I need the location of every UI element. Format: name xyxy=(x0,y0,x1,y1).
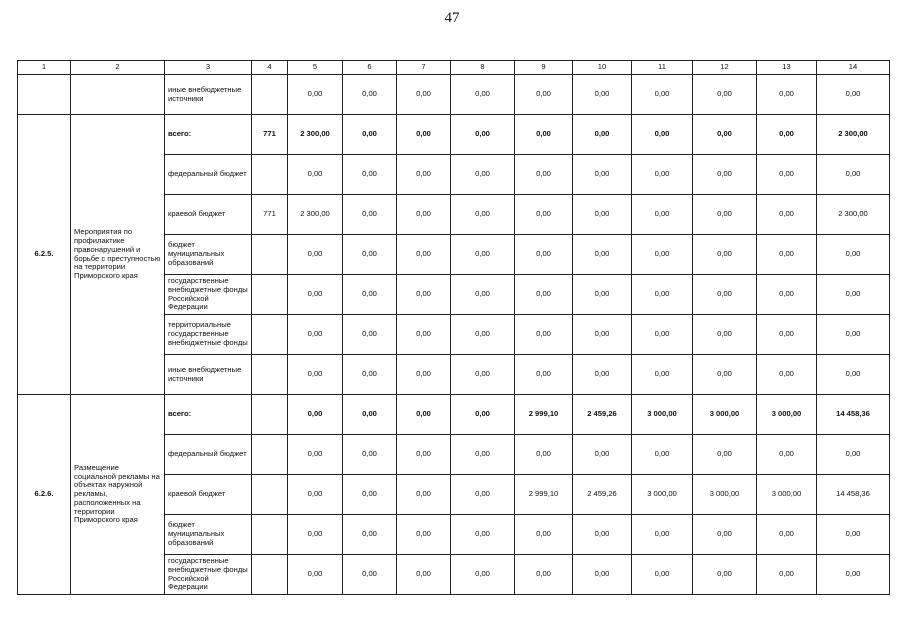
amount-cell: 0,00 xyxy=(515,555,573,595)
amount-cell: 0,00 xyxy=(515,75,573,115)
item-code xyxy=(18,75,71,115)
amount-cell: 0,00 xyxy=(451,515,515,555)
amount-cell: 0,00 xyxy=(451,355,515,395)
amount-cell: 0,00 xyxy=(817,315,890,355)
item-code: 6.2.5. xyxy=(18,115,71,395)
amount-cell: 0,00 xyxy=(288,75,343,115)
amount-cell: 0,00 xyxy=(343,555,397,595)
amount-cell: 0,00 xyxy=(397,555,451,595)
budget-code xyxy=(252,555,288,595)
item-name xyxy=(71,75,165,115)
funding-source: иные внебюджетные источники xyxy=(165,75,252,115)
amount-cell: 0,00 xyxy=(632,275,693,315)
amount-cell: 0,00 xyxy=(343,75,397,115)
funding-source: государственные внебюджетные фонды Российской Федерации xyxy=(165,555,252,595)
amount-cell: 0,00 xyxy=(397,275,451,315)
amount-cell: 3 000,00 xyxy=(693,395,757,435)
amount-cell: 0,00 xyxy=(343,475,397,515)
amount-cell: 0,00 xyxy=(515,275,573,315)
item-name: Мероприятия по профилактике правонарушений и борьбе с преступностью на территории Приморского края xyxy=(71,115,165,395)
amount-cell: 0,00 xyxy=(451,395,515,435)
amount-cell: 0,00 xyxy=(397,515,451,555)
amount-cell: 0,00 xyxy=(573,75,632,115)
header-cell: 6 xyxy=(343,61,397,75)
amount-cell: 0,00 xyxy=(573,355,632,395)
amount-cell: 0,00 xyxy=(757,115,817,155)
amount-cell: 0,00 xyxy=(288,235,343,275)
amount-cell: 0,00 xyxy=(817,155,890,195)
amount-cell: 0,00 xyxy=(343,235,397,275)
amount-cell: 0,00 xyxy=(451,315,515,355)
amount-cell: 0,00 xyxy=(573,115,632,155)
amount-cell: 0,00 xyxy=(693,195,757,235)
amount-cell: 2 300,00 xyxy=(288,195,343,235)
amount-cell: 0,00 xyxy=(451,435,515,475)
amount-cell: 0,00 xyxy=(343,195,397,235)
amount-cell: 0,00 xyxy=(757,355,817,395)
amount-cell: 0,00 xyxy=(343,435,397,475)
amount-cell: 0,00 xyxy=(757,315,817,355)
amount-cell: 0,00 xyxy=(451,275,515,315)
funding-source: бюджет муниципальных образований xyxy=(165,235,252,275)
amount-cell: 0,00 xyxy=(343,515,397,555)
funding-source: краевой бюджет xyxy=(165,195,252,235)
header-cell: 4 xyxy=(252,61,288,75)
amount-cell: 0,00 xyxy=(343,395,397,435)
amount-cell: 0,00 xyxy=(632,435,693,475)
amount-cell: 0,00 xyxy=(288,555,343,595)
amount-cell: 0,00 xyxy=(693,515,757,555)
amount-cell: 0,00 xyxy=(397,475,451,515)
amount-cell: 0,00 xyxy=(515,235,573,275)
amount-cell: 0,00 xyxy=(515,155,573,195)
amount-cell: 0,00 xyxy=(397,435,451,475)
budget-code xyxy=(252,515,288,555)
amount-cell: 0,00 xyxy=(817,515,890,555)
amount-cell: 0,00 xyxy=(451,555,515,595)
amount-cell: 14 458,36 xyxy=(817,395,890,435)
amount-cell: 0,00 xyxy=(757,435,817,475)
amount-cell: 0,00 xyxy=(288,515,343,555)
amount-cell: 0,00 xyxy=(757,515,817,555)
amount-cell: 0,00 xyxy=(632,315,693,355)
amount-cell: 0,00 xyxy=(397,355,451,395)
amount-cell: 0,00 xyxy=(288,315,343,355)
amount-cell: 2 999,10 xyxy=(515,395,573,435)
amount-cell: 0,00 xyxy=(515,515,573,555)
amount-cell: 0,00 xyxy=(757,195,817,235)
header-cell: 8 xyxy=(451,61,515,75)
amount-cell: 2 300,00 xyxy=(817,115,890,155)
amount-cell: 0,00 xyxy=(451,195,515,235)
budget-code xyxy=(252,435,288,475)
amount-cell: 0,00 xyxy=(397,75,451,115)
amount-cell: 0,00 xyxy=(515,435,573,475)
amount-cell: 0,00 xyxy=(288,435,343,475)
amount-cell: 0,00 xyxy=(451,235,515,275)
budget-code: 771 xyxy=(252,115,288,155)
funding-source: федеральный бюджет xyxy=(165,155,252,195)
amount-cell: 0,00 xyxy=(397,115,451,155)
funding-source: бюджет муниципальных образований xyxy=(165,515,252,555)
item-name: Размещение социальной рекламы на объектах наружной рекламы, расположенных на территории Приморского края xyxy=(71,395,165,595)
amount-cell: 0,00 xyxy=(288,395,343,435)
item-code: 6.2.6. xyxy=(18,395,71,595)
amount-cell: 0,00 xyxy=(573,275,632,315)
amount-cell: 2 459,26 xyxy=(573,395,632,435)
amount-cell: 0,00 xyxy=(515,115,573,155)
amount-cell: 0,00 xyxy=(451,115,515,155)
budget-code xyxy=(252,275,288,315)
amount-cell: 0,00 xyxy=(757,75,817,115)
amount-cell: 0,00 xyxy=(632,155,693,195)
amount-cell: 0,00 xyxy=(288,275,343,315)
header-cell: 13 xyxy=(757,61,817,75)
amount-cell: 2 999,10 xyxy=(515,475,573,515)
amount-cell: 0,00 xyxy=(451,75,515,115)
amount-cell: 3 000,00 xyxy=(632,395,693,435)
amount-cell: 0,00 xyxy=(573,155,632,195)
amount-cell: 2 300,00 xyxy=(817,195,890,235)
amount-cell: 0,00 xyxy=(757,555,817,595)
amount-cell: 0,00 xyxy=(288,155,343,195)
table-row xyxy=(18,115,890,155)
funding-source: иные внебюджетные источники xyxy=(165,355,252,395)
amount-cell: 0,00 xyxy=(573,515,632,555)
amount-cell: 3 000,00 xyxy=(693,475,757,515)
amount-cell: 0,00 xyxy=(397,235,451,275)
header-cell: 3 xyxy=(165,61,252,75)
amount-cell: 0,00 xyxy=(757,235,817,275)
amount-cell: 0,00 xyxy=(757,275,817,315)
amount-cell: 0,00 xyxy=(343,315,397,355)
amount-cell: 3 000,00 xyxy=(757,395,817,435)
budget-code xyxy=(252,355,288,395)
amount-cell: 0,00 xyxy=(817,355,890,395)
header-cell: 10 xyxy=(573,61,632,75)
amount-cell: 0,00 xyxy=(515,195,573,235)
amount-cell: 0,00 xyxy=(817,275,890,315)
amount-cell: 0,00 xyxy=(632,515,693,555)
amount-cell: 0,00 xyxy=(693,435,757,475)
header-cell: 14 xyxy=(817,61,890,75)
amount-cell: 0,00 xyxy=(397,315,451,355)
amount-cell: 0,00 xyxy=(693,75,757,115)
funding-source: территориальные государственные внебюджетные фонды xyxy=(165,315,252,355)
budget-code xyxy=(252,75,288,115)
amount-cell: 0,00 xyxy=(343,155,397,195)
amount-cell: 0,00 xyxy=(632,115,693,155)
amount-cell: 0,00 xyxy=(817,235,890,275)
amount-cell: 0,00 xyxy=(693,115,757,155)
budget-code xyxy=(252,475,288,515)
amount-cell: 0,00 xyxy=(573,435,632,475)
amount-cell: 0,00 xyxy=(397,395,451,435)
amount-cell: 0,00 xyxy=(343,275,397,315)
page-number: 47 xyxy=(444,10,460,26)
amount-cell: 0,00 xyxy=(288,355,343,395)
amount-cell: 0,00 xyxy=(343,355,397,395)
budget-code xyxy=(252,235,288,275)
funding-source: государственные внебюджетные фонды Российской Федерации xyxy=(165,275,252,315)
funding-source: краевой бюджет xyxy=(165,475,252,515)
amount-cell: 0,00 xyxy=(817,435,890,475)
amount-cell: 0,00 xyxy=(632,195,693,235)
amount-cell: 0,00 xyxy=(817,75,890,115)
table-row xyxy=(18,395,890,435)
header-cell: 11 xyxy=(632,61,693,75)
amount-cell: 3 000,00 xyxy=(632,475,693,515)
amount-cell: 14 458,36 xyxy=(817,475,890,515)
budget-code xyxy=(252,155,288,195)
amount-cell: 2 459,26 xyxy=(573,475,632,515)
budget-code xyxy=(252,315,288,355)
amount-cell: 0,00 xyxy=(397,195,451,235)
amount-cell: 0,00 xyxy=(817,555,890,595)
amount-cell: 0,00 xyxy=(693,235,757,275)
amount-cell: 0,00 xyxy=(573,555,632,595)
amount-cell: 0,00 xyxy=(573,235,632,275)
amount-cell: 0,00 xyxy=(451,155,515,195)
header-cell: 7 xyxy=(397,61,451,75)
table-row xyxy=(18,75,890,115)
amount-cell: 0,00 xyxy=(693,355,757,395)
funding-source: федеральный бюджет xyxy=(165,435,252,475)
header-cell: 5 xyxy=(288,61,343,75)
amount-cell: 0,00 xyxy=(693,315,757,355)
amount-cell: 0,00 xyxy=(573,315,632,355)
amount-cell: 0,00 xyxy=(632,75,693,115)
amount-cell: 3 000,00 xyxy=(757,475,817,515)
amount-cell: 0,00 xyxy=(515,355,573,395)
amount-cell: 2 300,00 xyxy=(288,115,343,155)
budget-table xyxy=(17,60,890,595)
amount-cell: 0,00 xyxy=(397,155,451,195)
amount-cell: 0,00 xyxy=(515,315,573,355)
amount-cell: 0,00 xyxy=(288,475,343,515)
header-cell: 9 xyxy=(515,61,573,75)
header-cell: 2 xyxy=(71,61,165,75)
amount-cell: 0,00 xyxy=(451,475,515,515)
amount-cell: 0,00 xyxy=(757,155,817,195)
amount-cell: 0,00 xyxy=(573,195,632,235)
amount-cell: 0,00 xyxy=(693,555,757,595)
amount-cell: 0,00 xyxy=(693,155,757,195)
amount-cell: 0,00 xyxy=(343,115,397,155)
header-cell: 12 xyxy=(693,61,757,75)
amount-cell: 0,00 xyxy=(693,275,757,315)
amount-cell: 0,00 xyxy=(632,235,693,275)
header-row xyxy=(18,61,890,75)
funding-source: всего: xyxy=(165,115,252,155)
funding-source: всего: xyxy=(165,395,252,435)
header-cell: 1 xyxy=(18,61,71,75)
amount-cell: 0,00 xyxy=(632,355,693,395)
amount-cell: 0,00 xyxy=(632,555,693,595)
budget-code: 771 xyxy=(252,195,288,235)
budget-code xyxy=(252,395,288,435)
